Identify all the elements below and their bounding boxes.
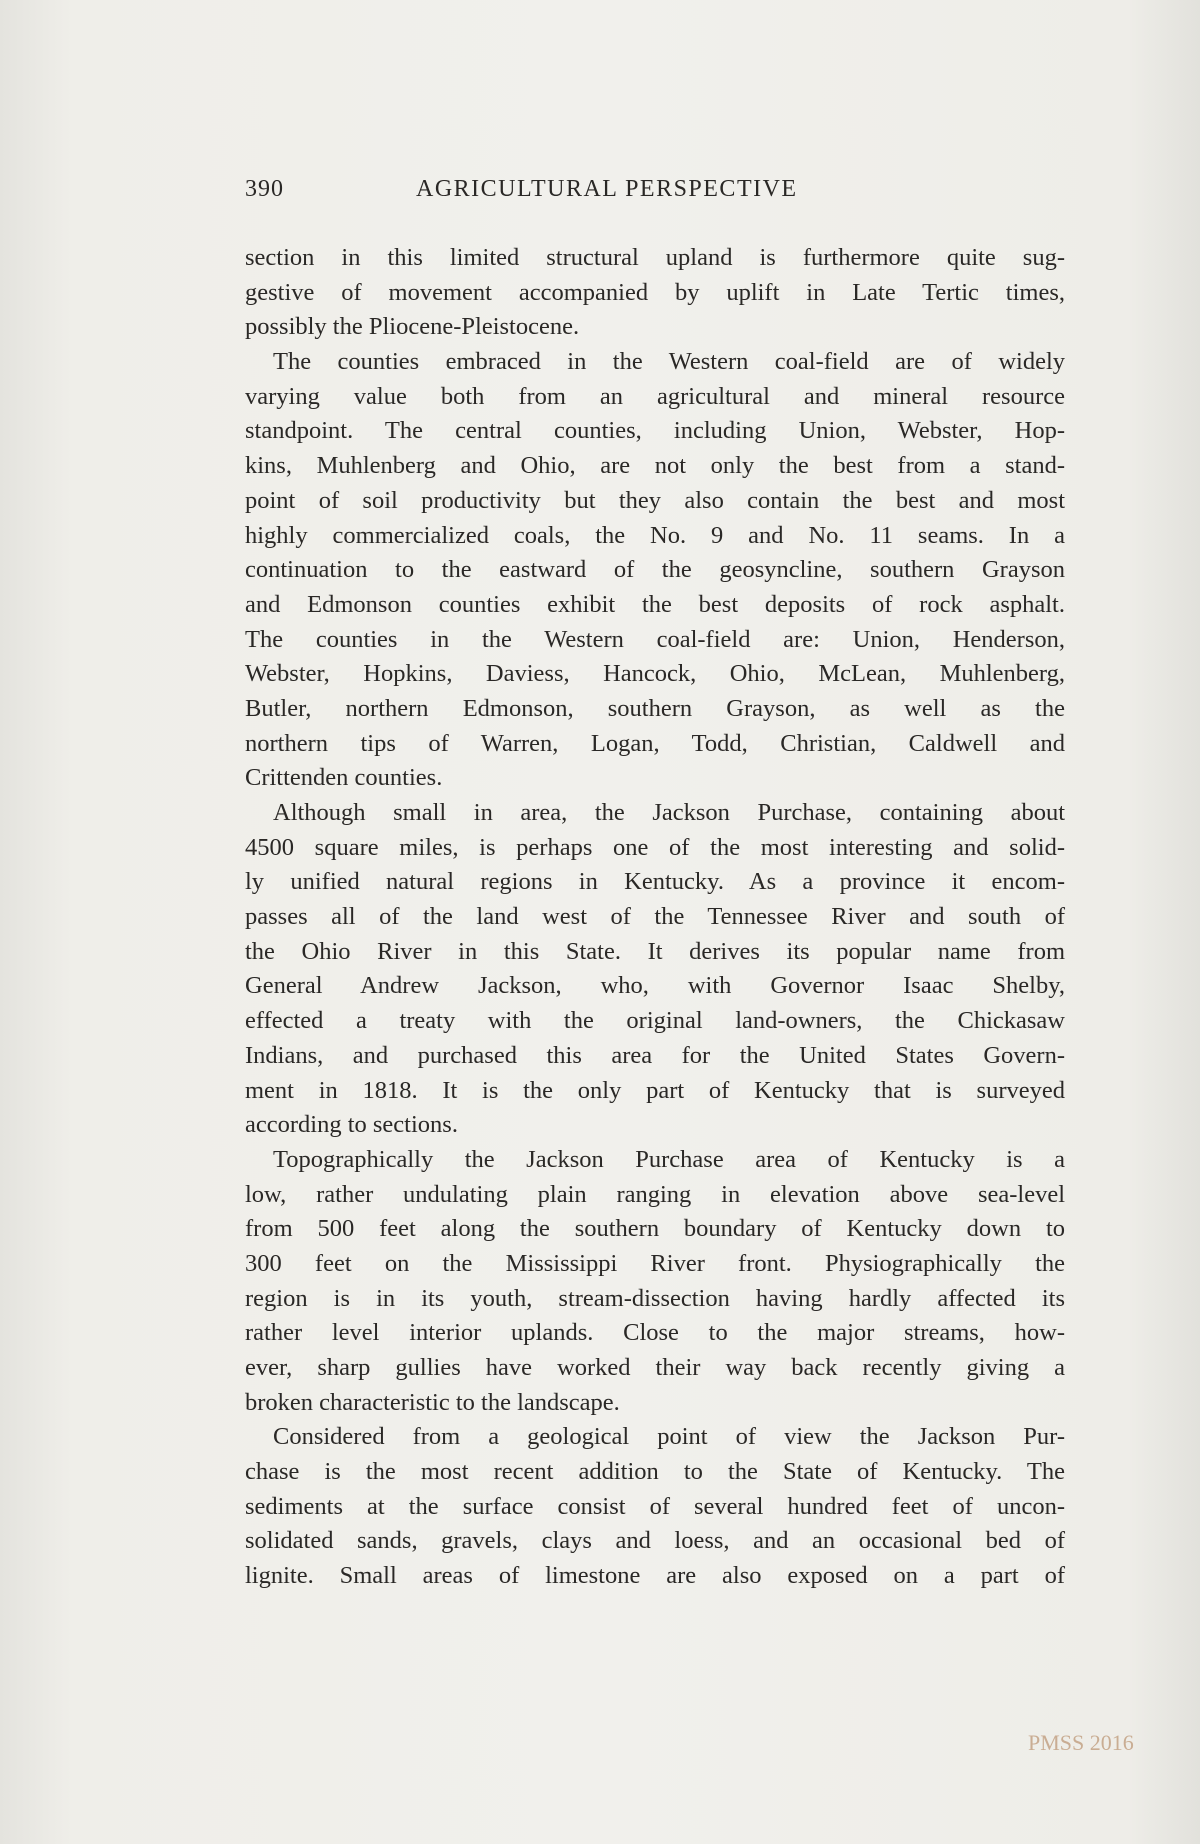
text-line: Although small in area, the Jackson Purchase, containing about <box>273 799 1065 826</box>
text-line: Considered from a geological point of view the Jackson Pur- <box>273 1423 1065 1451</box>
page-header <box>245 176 1065 210</box>
text-line: General Andrew Jackson, who, with Governor Isaac Shelby, <box>245 972 1065 1000</box>
text-line: ly unified natural regions in Kentucky. As a province it encom- <box>245 868 1065 896</box>
watermark: PMSS 2016 <box>1028 1730 1134 1755</box>
paragraph <box>245 1420 1065 1593</box>
text-line: 4500 square miles, is perhaps one of the most interesting and solid- <box>245 833 1065 861</box>
text-line: gestive of movement accompanied by uplift in Late Tertic times, <box>245 278 1065 306</box>
text-line: point of soil productivity but they also contain the best and most <box>245 486 1065 514</box>
text-line: low, rather undulating plain ranging in elevation above sea-level <box>245 1180 1065 1208</box>
text-line: continuation to the eastward of the geosyncline, southern Grayson <box>245 556 1065 584</box>
body-text <box>245 241 1065 1594</box>
text-line: ever, sharp gullies have worked their way back recently giving a <box>245 1354 1065 1381</box>
text-line: Butler, northern Edmonson, southern Grayson, as well as the <box>245 694 1065 722</box>
paragraph <box>245 345 1065 796</box>
text-line: according to sections. <box>245 1111 458 1139</box>
running-title: AGRICULTURAL PERSPECTIVE <box>416 176 798 202</box>
text-line: varying value both from an agricultural and mineral resource <box>245 382 1065 410</box>
paragraph <box>245 1143 1065 1421</box>
text-line: sediments at the surface consist of several hundred feet of uncon- <box>245 1492 1065 1520</box>
text-line: rather level interior uplands. Close to the major streams, how- <box>245 1319 1065 1347</box>
text-line: northern tips of Warren, Logan, Todd, Christian, Caldwell and <box>245 729 1065 757</box>
text-line: The counties embraced in the Western coal-field are of widely <box>273 348 1065 376</box>
text-line: The counties in the Western coal-field are: Union, Henderson, <box>245 625 1065 653</box>
text-line: Crittenden counties. <box>245 764 443 792</box>
text-line: ment in 1818. It is the only part of Kentucky that is surveyed <box>245 1076 1065 1104</box>
text-line: possibly the Pliocene-Pleistocene. <box>245 313 580 341</box>
paragraph <box>245 796 1065 1143</box>
page-number: 390 <box>245 176 284 202</box>
text-line: highly commercialized coals, the No. 9 and No. 11 seams. In a <box>245 521 1065 549</box>
text-line: lignite. Small areas of limestone are also exposed on a part of <box>245 1562 1065 1590</box>
text-line: Indians, and purchased this area for the United States Govern- <box>245 1041 1065 1069</box>
text-line: passes all of the land west of the Tennessee River and south of <box>245 903 1065 931</box>
text-line: broken characteristic to the landscape. <box>245 1388 620 1416</box>
text-line: Webster, Hopkins, Daviess, Hancock, Ohio, McLean, Muhlenberg, <box>245 660 1065 688</box>
text-line: the Ohio River in this State. It derives its popular name from <box>245 937 1065 965</box>
text-line: standpoint. The central counties, including Union, Webster, Hop- <box>245 417 1065 445</box>
text-line: section in this limited structural upland is furthermore quite sug- <box>245 244 1065 271</box>
text-line: effected a treaty with the original land-owners, the Chickasaw <box>245 1007 1065 1035</box>
text-line: region is in its youth, stream-dissection having hardly affected its <box>245 1284 1065 1312</box>
text-line: from 500 feet along the southern boundary of Kentucky down to <box>245 1215 1065 1243</box>
paragraph <box>245 241 1065 345</box>
text-line: solidated sands, gravels, clays and loess, and an occasional bed of <box>245 1527 1065 1555</box>
text-line: Topographically the Jackson Purchase area of Kentucky is a <box>273 1145 1065 1173</box>
text-line: and Edmonson counties exhibit the best deposits of rock asphalt. <box>245 590 1065 618</box>
text-line: chase is the most recent addition to the State of Kentucky. The <box>245 1458 1065 1486</box>
text-line: kins, Muhlenberg and Ohio, are not only the best from a stand- <box>245 452 1065 480</box>
text-line: 300 feet on the Mississippi River front. Physiographically the <box>245 1249 1065 1277</box>
